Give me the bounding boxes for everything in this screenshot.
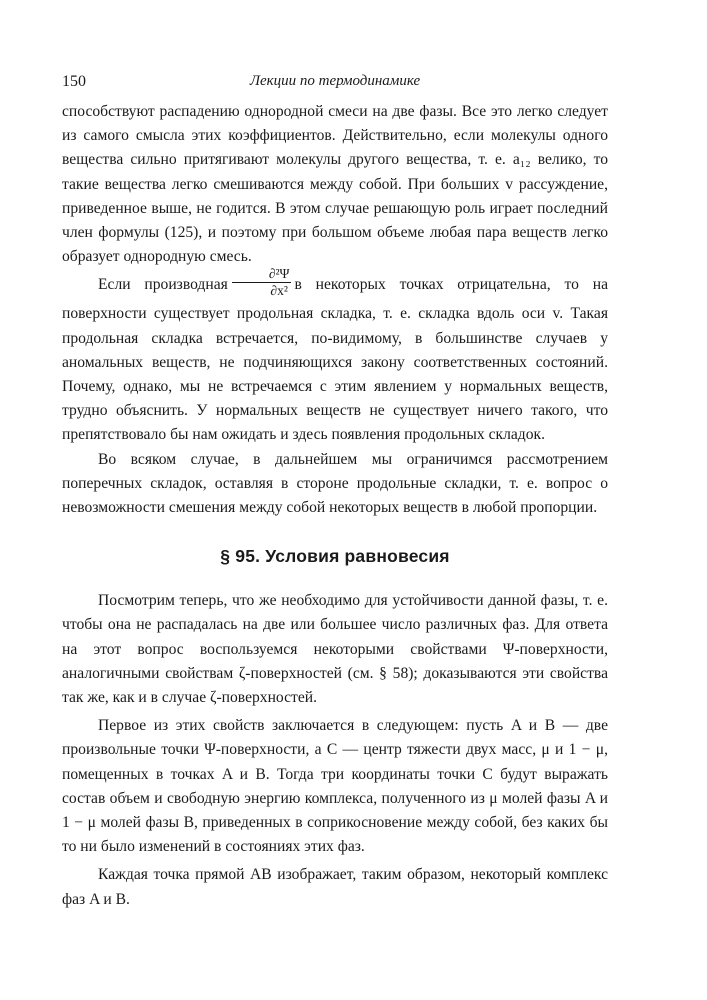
page-header (62, 73, 608, 93)
paragraph-text-after-formula: в некоторых точках отрицательна, то на поверхности существует продольная складка, т. е. складка вдоль оси v. Такая продольная складка встречается, по-видимому, в большинстве случаев у аномальных веществ, не подчиняющихся закону соответственных состояний. Почему, однако, мы не встречаемся с этим явлением у нормальных веществ, трудно объяснить. У нормальных веществ не существует ничего такого, что препятствовало бы нам ожидать и здесь появления продольных складок. (62, 276, 608, 444)
paragraph-transverse-folds: Во всяком случае, в дальнейшем мы ограничимся рассмотрением поперечных складок, оставляя в стороне продольные складки, т. е. вопрос о невозможности смешения между собой некоторых веществ в любой пропорции. (62, 450, 608, 517)
page-number: 150 (62, 73, 86, 90)
page-body (62, 100, 608, 912)
partial-derivative-formula (232, 266, 291, 299)
section-heading: § 95. Условия равновесия (220, 546, 450, 567)
paragraph-line-ab: Каждая точка прямой AB изображает, таким образом, некоторый комплекс фаз A и B. (62, 866, 608, 908)
paragraph-text-before-formula: Если производная (98, 276, 228, 294)
paragraph-longitudinal-fold (62, 266, 608, 447)
paragraph-stability: Посмотрим теперь, что же необходимо для устойчивости данной фазы, т. е. чтобы она не распадалась на две или большее число различных фаз. Для ответа на этот вопрос воспользуемся некоторыми свойствами Ψ-поверхности, аналогичными свойствам ζ-поверхностей (см. § 58); доказываются эти свойства так же, как и в случае ζ-поверхностей. (62, 592, 608, 707)
formula-denominator: ∂x² (270, 283, 288, 299)
running-title: Лекции по термодинамике (249, 73, 421, 89)
paragraph-continuation: способствуют распадению однородной смеси на две фазы. Все это легко следует из самого смысла этих коэффициентов. Действительно, если молекулы одного вещества сильно притягивают молекулы другого вещества, т. е. a₁₂ велико, то такие вещества легко смешиваются между собой. При больших v рассуждение, приведенное выше, не годится. В этом случае решающую роль играет последний член формулы (125), и поэтому при большом объеме любая пара веществ легко образует однородную смесь. (62, 103, 608, 266)
formula-numerator: ∂²Ψ (232, 266, 291, 283)
paragraph-first-property: Первое из этих свойств заключается в следующем: пусть A и B — две произвольные точки Ψ-поверхности, а C — центр тяжести двух масс, μ и 1 − μ, помещенных в точках A и B. Тогда три координаты точки C будут выражать состав объем и свободную энергию комплекса, полученного из μ молей фазы A и 1 − μ молей фазы B, приведенных в соприкосновение между собой, без каких бы то ни было изменений в состояниях этих фаз. (62, 717, 608, 856)
